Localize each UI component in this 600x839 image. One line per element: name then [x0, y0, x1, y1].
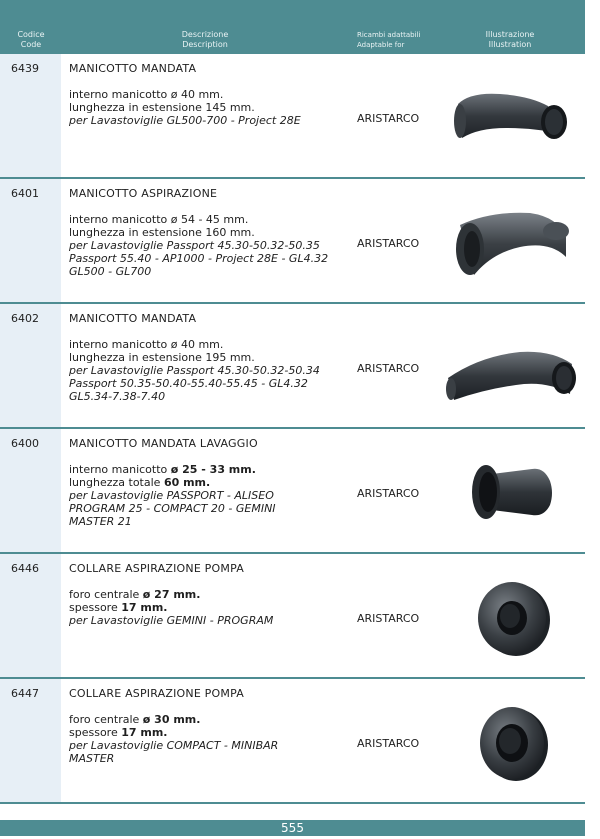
- table-row: [0, 429, 585, 554]
- rubber-collar-icon: [440, 572, 580, 662]
- brand-label: ARISTARCO: [357, 112, 420, 125]
- spec-value: 17 mm.: [121, 601, 168, 614]
- spec-line: interno manicotto ø 54 - 45 mm.: [69, 213, 249, 226]
- compat-line: per Lavastoviglie PASSPORT - ALISEO: [69, 489, 274, 502]
- spec-line: lunghezza in estensione 160 mm.: [69, 226, 255, 239]
- compat-line: Passport 50.35-50.40-55.40-55.45 - GL4.32: [69, 377, 308, 390]
- header-code-it: Codice: [17, 30, 45, 39]
- spec-line: interno manicotto ø 40 mm.: [69, 88, 224, 101]
- header-illus-it: Illustrazione: [485, 30, 535, 39]
- part-title: MANICOTTO MANDATA: [69, 62, 197, 75]
- part-details: [69, 588, 354, 627]
- page-number: 555: [281, 821, 304, 835]
- header-code-en: Code: [20, 40, 42, 49]
- spec-line: [69, 463, 354, 476]
- spec-value: 17 mm.: [121, 726, 168, 739]
- part-title: MANICOTTO MANDATA LAVAGGIO: [69, 437, 258, 450]
- brand-label: ARISTARCO: [357, 612, 420, 625]
- part-title: COLLARE ASPIRAZIONE POMPA: [69, 687, 244, 700]
- spec-value: ø 30 mm.: [142, 713, 201, 726]
- reducer-sleeve-icon: [440, 447, 580, 537]
- compat-line: MASTER: [69, 752, 115, 765]
- table-row: [0, 304, 585, 429]
- spec-value: ø 25 - 33 mm.: [170, 463, 256, 476]
- compat-line: per Lavastoviglie GEMINI - PROGRAM: [69, 614, 274, 627]
- brand-label: ARISTARCO: [357, 737, 420, 750]
- header-adapt-it: Ricambi adattabili: [357, 31, 421, 39]
- spec-line: [69, 713, 354, 726]
- spec-line: [69, 476, 354, 489]
- compat-line: GL5.34-7.38-7.40: [69, 390, 166, 403]
- part-code: 6446: [11, 562, 39, 575]
- table-row: [0, 554, 585, 679]
- spec-text: spessore: [69, 601, 122, 614]
- spec-line: lunghezza in estensione 145 mm.: [69, 101, 255, 114]
- compat-line: Passport 55.40 - AP1000 - Project 28E - GL4.32: [69, 252, 329, 265]
- spec-line: [69, 726, 354, 739]
- compat-line: per Lavastoviglie COMPACT - MINIBAR: [69, 739, 279, 752]
- page-footer: [0, 820, 585, 836]
- spec-text: foro centrale: [69, 713, 143, 726]
- table-row: [0, 179, 585, 304]
- header-desc-en: Description: [182, 40, 228, 49]
- part-details: [69, 213, 354, 278]
- parts-table: [0, 54, 585, 804]
- compat-line: per Lavastoviglie GL500-700 - Project 28E: [69, 114, 301, 127]
- compat-line: per Lavastoviglie Passport 45.30-50.32-50.35: [69, 239, 320, 252]
- spec-line: [69, 601, 354, 614]
- header-adapt-en: Adaptable for: [357, 41, 405, 49]
- table-header: [0, 0, 585, 54]
- rubber-collar-icon: [440, 697, 580, 787]
- part-title: MANICOTTO ASPIRAZIONE: [69, 187, 218, 200]
- header-illus-en: Illustration: [488, 40, 532, 49]
- part-details: [69, 338, 354, 403]
- header-code: [0, 30, 62, 50]
- part-code: 6402: [11, 312, 39, 325]
- part-title: MANICOTTO MANDATA: [69, 312, 197, 325]
- part-code: 6401: [11, 187, 39, 200]
- compat-line: PROGRAM 25 - COMPACT 20 - GEMINI: [69, 502, 276, 515]
- compat-line: GL500 - GL700: [69, 265, 152, 278]
- compat-line: per Lavastoviglie Passport 45.30-50.32-50.34: [69, 364, 320, 377]
- spec-text: lunghezza totale: [69, 476, 164, 489]
- spec-text: interno manicotto: [69, 463, 171, 476]
- spec-value: ø 27 mm.: [142, 588, 201, 601]
- header-illustration: [465, 30, 555, 50]
- part-code: 6400: [11, 437, 39, 450]
- part-title: COLLARE ASPIRAZIONE POMPA: [69, 562, 244, 575]
- header-adaptable: [357, 30, 457, 50]
- curved-hose-icon: [440, 72, 580, 162]
- brand-label: ARISTARCO: [357, 237, 420, 250]
- spec-text: foro centrale: [69, 588, 143, 601]
- part-code: 6447: [11, 687, 39, 700]
- part-details: [69, 463, 354, 528]
- spec-line: interno manicotto ø 40 mm.: [69, 338, 224, 351]
- header-description: [150, 30, 260, 50]
- elbow-hose-icon: [440, 197, 580, 287]
- compat-line: MASTER 21: [69, 515, 132, 528]
- spec-text: spessore: [69, 726, 122, 739]
- brand-label: ARISTARCO: [357, 362, 420, 375]
- table-row: [0, 54, 585, 179]
- long-hose-icon: [440, 322, 580, 412]
- part-details: [69, 713, 354, 765]
- table-row: [0, 679, 585, 804]
- spec-line: lunghezza in estensione 195 mm.: [69, 351, 255, 364]
- header-desc-it: Descrizione: [181, 30, 229, 39]
- part-code: 6439: [11, 62, 39, 75]
- brand-label: ARISTARCO: [357, 487, 420, 500]
- spec-line: [69, 588, 354, 601]
- part-details: [69, 88, 354, 127]
- spec-value: 60 mm.: [163, 476, 211, 489]
